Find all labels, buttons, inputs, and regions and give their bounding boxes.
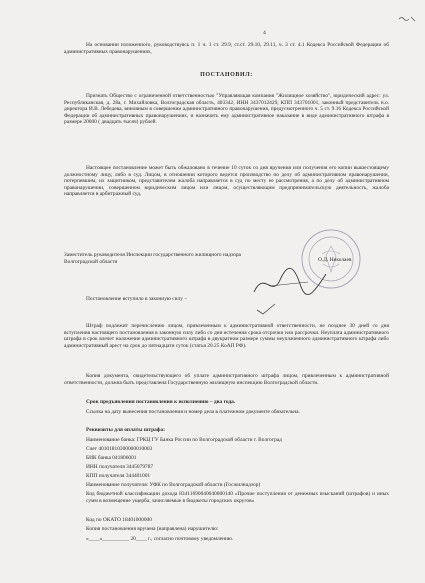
copy-paragraph: Копия документа, свидетельствующего об уплате административного штрафа лицом, привлеченным к административной ответственности, должна быть представлена Государственную жилищную инспекцию Волгоградской области. (64, 373, 389, 386)
handwritten-mark (398, 15, 418, 23)
intro-paragraph: На основании изложенного, руководствуясь п. 1 ч. 1 ст. 29.9, ст.ст. 29.10, 29.11, ч. 3 ст. 4.1 Кодекса Российской Федерации об административных правонарушениях, (64, 42, 389, 55)
term-heading: Срок предъявления постановления к исполнению – два года. (86, 399, 236, 405)
recipient-kpp: КПП получателя 344401001 (86, 473, 151, 479)
okato-code: Код по ОКАТО 18401000000 (86, 517, 152, 523)
signature (250, 262, 330, 302)
kbk-code: Код бюджетной классификации дохода 83411690040040000140 «Прочие поступления от денежных взысканий (штрафов) и иных сумм в возмещение ущерба, зачисляемые в бюджеты городских округов» (86, 491, 389, 504)
bik-code: БИК банка 041806001 (86, 455, 137, 461)
link-paragraph: Ссылка на дату вынесения постановления и номер дела в платежном документе обязательна. (86, 409, 300, 415)
decision-heading: ПОСТАНОВИЛ: (200, 72, 253, 78)
handwritten-check (255, 302, 277, 316)
decision-paragraph: Признать Общество с ограниченной ответственностью "Управляющая компания "Жилищное хозяйство", юридический адрес: ул. Республиканская, д. 28а, г. Михайловка, Волгоградская область, 403342, ИНН 3437012429, КПП 343701001, законный представитель н.о. директора И.В. Лебедева, виновным в совершении административного правонарушения, предусмотренного ч. 5 ст. 9.16 Кодекса Российской Федерации об административных правонарушениях, и назначить ему административное наказание в виде административного штрафа в размере 20000 ( двадцать тысяч) рублей. (64, 93, 389, 126)
appeal-paragraph: Настоящее постановление может быть обжаловано в течение 10 суток со дня вручения или получения его копии вышестоящему должностному лицу, либо в суд. Лицом, в отношении которого ведется производство по делу об административном правонарушении, потерпевшим, их защитником, представителем жалоба направляется в суд по месту ее рассмотрения, а по делу об административном правонарушении, совершенном юридическим лицом или лицом, осуществляющим предпринимательскую деятельность, жалоба направляется в арбитражный суд. (64, 165, 389, 198)
signatory-name: О.Д. Николаев (318, 257, 352, 263)
account-number: Счет 40101810300000010003 (86, 446, 153, 452)
handed-line: Копия постановления вручена (направлена) нарушителю: (86, 526, 219, 532)
page-number: 4 (263, 30, 266, 36)
bank-name: Наименование банка: ГРКЦ ГУ Банка России по Волгоградской области г. Волгоград (86, 437, 282, 443)
recipient-name: Наименование получателя: УФК по Волгоградской области (Госжилнадзор) (86, 482, 261, 488)
in-force-line: Постановление вступило в законную силу – (86, 296, 187, 302)
date-line: «____»__________ 20____ г., согласно почтовому уведомлению. (86, 536, 234, 542)
signatory-position: Заместитель руководителя Инспекции государственного жилищного надзора Волгоградской области (64, 252, 241, 265)
requisites-heading: Реквизиты для оплаты штрафа: (86, 427, 165, 433)
recipient-inn: ИНН получателя 3445079787 (86, 464, 154, 470)
fine-paragraph: Штраф подлежит перечислению лицом, привлеченным к административной ответственности, не позднее 30 дней со дня вступления настоящего постановления в законную силу либо со дня истечения срока отсрочки или рассрочки. Неуплата административного штрафа в срок влечет наложение административного штрафа в двукратном размере суммы неуплаченного административного штрафа либо административный арест на срок до пятнадцати суток (статья 20.25 КоАП РФ). (64, 323, 389, 349)
